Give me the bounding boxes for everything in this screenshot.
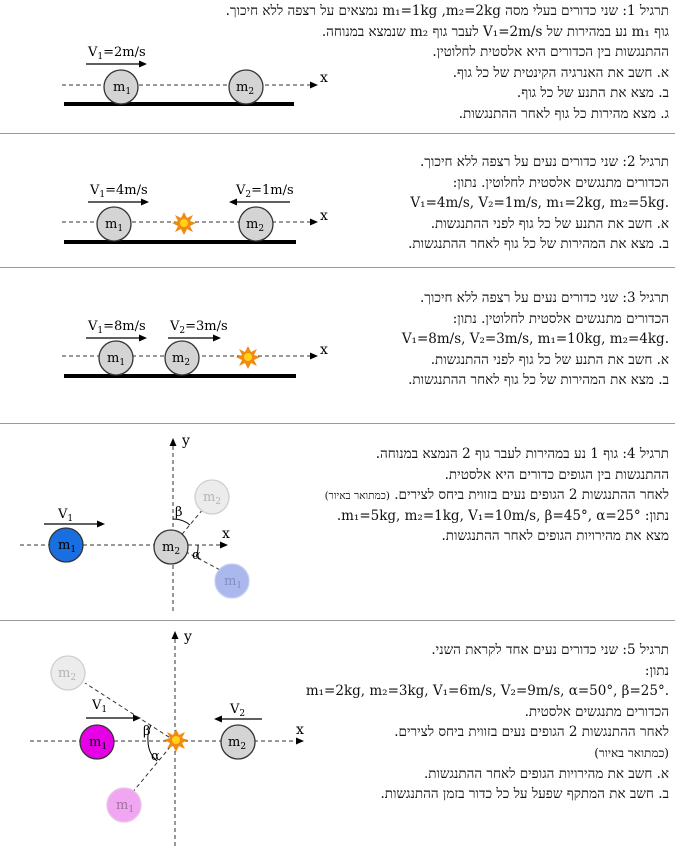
x-axis-label: x bbox=[296, 722, 304, 738]
exercise-4-line: מצא את מהירויות הגופים לאחר ההתנגשות. bbox=[441, 528, 669, 545]
ball-m2-label: $m_2$ bbox=[172, 351, 191, 368]
exercise-2-line: ב. מצא את המהירות של כל גוף לאחר ההתנגשות. bbox=[408, 236, 669, 253]
arrowhead-icon bbox=[141, 199, 149, 206]
arrowhead-icon bbox=[229, 199, 237, 206]
exercise-4-text bbox=[325, 444, 669, 547]
exercise-5-line: א. חשב את מהירויות הגופים לאחר ההתנגשות. bbox=[423, 765, 669, 782]
arrowhead-icon bbox=[213, 335, 221, 342]
y-axis-label: y bbox=[184, 629, 192, 645]
ball-m2-after-label: $m_2$ bbox=[203, 490, 222, 507]
exercise-5-line: ב. חשב את המתקף שפעל על כל כדור בזמן ההתנגשות. bbox=[380, 786, 669, 803]
arrowhead-icon bbox=[310, 82, 318, 89]
exercise-3-line: תרגיל 3: שני כדורים נעים על רצפה ללא חיכוך. bbox=[419, 290, 669, 306]
exercise-3-text bbox=[402, 288, 669, 391]
arrowhead-icon bbox=[296, 738, 304, 745]
exercise-3-line: ב. מצא את המהירות של כל גוף לאחר ההתנגשות. bbox=[408, 372, 669, 389]
y-axis-label: y bbox=[182, 433, 190, 449]
ball-m2-after-label: $m_2$ bbox=[58, 666, 77, 683]
exercise-5-line: m₁=2kg, m₂=3kg, V₁=6m/s, V₂=9m/s, α=50°, β=25°. bbox=[305, 683, 669, 700]
x-axis-label: x bbox=[320, 208, 328, 224]
collision-burst-icon bbox=[236, 346, 260, 369]
arrowhead-icon bbox=[139, 335, 147, 342]
beta-label: β bbox=[143, 724, 151, 739]
ball-m1-label: $m_1$ bbox=[89, 735, 108, 752]
exercise-3-line: הכדורים מתנגשים אלסטית לחלוטין. נתון: bbox=[452, 310, 669, 327]
exercise-2-line: תרגיל 2: שני כדורים נעים על רצפה ללא חיכוך. bbox=[419, 154, 669, 170]
exercise-1-line: ההתנגשות בין הכדורים היא אלסטית לחלוטין. bbox=[432, 44, 669, 61]
exercise-4-line: לאחר ההתנגשות 2 הגופים נעים בזווית ביחס לצירים. bbox=[394, 487, 669, 504]
collision-burst-icon bbox=[164, 729, 188, 752]
ball-m1-label: $m_1$ bbox=[107, 351, 126, 368]
exercise-5-line: לאחר ההתנגשות 2 הגופים נעים בזווית ביחס לצירים. bbox=[394, 724, 669, 741]
exercise-2-diagram bbox=[0, 134, 340, 267]
exercise-4-line: ההתנגשות בין הגופים כדורים היא אלסטית. bbox=[444, 466, 669, 483]
exercise-1-line: תרגיל 1: שני כדורים בעלי מסה m₁=1kg ,m₂=2kg נמצאים על רצפה ללא חיכוך. bbox=[225, 3, 669, 19]
ball-m1-after-label: $m_1$ bbox=[224, 574, 243, 591]
ball-m2-label: $m_2$ bbox=[162, 540, 181, 557]
exercise-4-diagram bbox=[0, 424, 300, 620]
x-axis-label: x bbox=[320, 70, 328, 86]
exercise-5-line: הכדורים מתנגשים אלסטית. bbox=[524, 703, 669, 720]
arrowhead-icon bbox=[310, 353, 318, 360]
velocity-label: $V_1$ bbox=[58, 507, 74, 524]
velocity-2-label: $V_2=3m/s$ bbox=[170, 319, 228, 336]
exercise-5-diagram bbox=[0, 621, 320, 853]
exercise-2-line: א. חשב את התנע של כל גוף לפני ההתנגשות. bbox=[430, 215, 669, 232]
exercise-4-line bbox=[325, 485, 669, 506]
exercise-5 bbox=[0, 621, 675, 853]
exercise-1-line: א. חשב את האנרגיה הקינטית של כל גוף. bbox=[452, 64, 669, 81]
exercise-1-diagram bbox=[0, 0, 340, 133]
arrowhead-icon bbox=[97, 521, 105, 528]
collision-burst-icon bbox=[172, 212, 196, 235]
arrowhead-icon bbox=[170, 438, 177, 446]
velocity-1-label: $V_1$ bbox=[92, 698, 108, 715]
exercise-2-text bbox=[408, 152, 669, 255]
exercise-5-line: (כמתואר באיור) bbox=[594, 745, 669, 760]
exercise-3-line: א. חשב את התנע של כל גוף לפני ההתנגשות. bbox=[430, 351, 669, 368]
ball-m2-label: $m_2$ bbox=[236, 80, 255, 97]
exercise-2-line: הכדורים מתנגשים אלסטית לחלוטין. נתון: bbox=[452, 174, 669, 191]
arrowhead-icon bbox=[220, 542, 228, 549]
exercise-3 bbox=[0, 268, 675, 423]
exercise-4-line: נתון: m₁=5kg, m₂=1kg, V₁=10m/s, β=45°, α=25°. bbox=[336, 507, 669, 524]
ball-m2-label: $m_2$ bbox=[228, 735, 247, 752]
alpha-label: α bbox=[151, 749, 160, 764]
x-axis-label: x bbox=[222, 526, 230, 542]
exercise-4 bbox=[0, 424, 675, 620]
arrowhead-icon bbox=[214, 716, 222, 723]
velocity-1-label: $V_1=8m/s$ bbox=[88, 319, 146, 336]
arrowhead-icon bbox=[139, 61, 147, 68]
exercise-2 bbox=[0, 134, 675, 267]
exercise-1-line: ג. מצא מהירות כל גוף לאחר ההתנגשות. bbox=[458, 105, 669, 122]
velocity-2-label: $V_2=1m/s$ bbox=[236, 183, 294, 200]
figure-note: (כמתואר באיור) bbox=[324, 490, 390, 503]
exercise-1-line: גוף m₁ נע במהירות של V₁=2m/s לעבר גוף m₂ שנמצא במנוחה. bbox=[321, 23, 669, 40]
exercise-3-diagram bbox=[0, 268, 340, 423]
ball-m1-label: $m_1$ bbox=[113, 80, 132, 97]
exercise-1-line: ב. מצא את התנע של כל גוף. bbox=[516, 85, 669, 102]
ball-m2-label: $m_2$ bbox=[246, 217, 265, 234]
exercise-5-line: נתון: bbox=[644, 662, 669, 679]
velocity-2-label: $V_2$ bbox=[230, 702, 246, 719]
alpha-label: α bbox=[192, 548, 201, 563]
ball-m1-label: $m_1$ bbox=[105, 217, 124, 234]
exercise-4-line: תרגיל 4: גוף 1 נע במהירות לעבר גוף 2 הנמצא במנוחה. bbox=[375, 446, 669, 462]
exercise-2-line: V₁=4m/s, V₂=1m/s, m₁=2kg, m₂=5kg. bbox=[410, 195, 669, 212]
beta-label: β bbox=[175, 505, 183, 520]
ball-m1-label: $m_1$ bbox=[58, 538, 77, 555]
exercise-1 bbox=[0, 0, 675, 133]
ball-m1-after-label: $m_1$ bbox=[116, 798, 135, 815]
exercise-3-line: V₁=8m/s, V₂=3m/s, m₁=10kg, m₂=4kg. bbox=[401, 331, 669, 348]
velocity-label: $V_1=2m/s$ bbox=[88, 45, 146, 62]
arrowhead-icon bbox=[172, 631, 179, 639]
arrowhead-icon bbox=[310, 219, 318, 226]
exercise-5-line: תרגיל 5: שני כדורים נעים אחד לקראת השני. bbox=[431, 642, 669, 658]
x-axis-label: x bbox=[320, 342, 328, 358]
velocity-1-label: $V_1=4m/s$ bbox=[90, 183, 148, 200]
exercise-5-text bbox=[306, 640, 669, 805]
